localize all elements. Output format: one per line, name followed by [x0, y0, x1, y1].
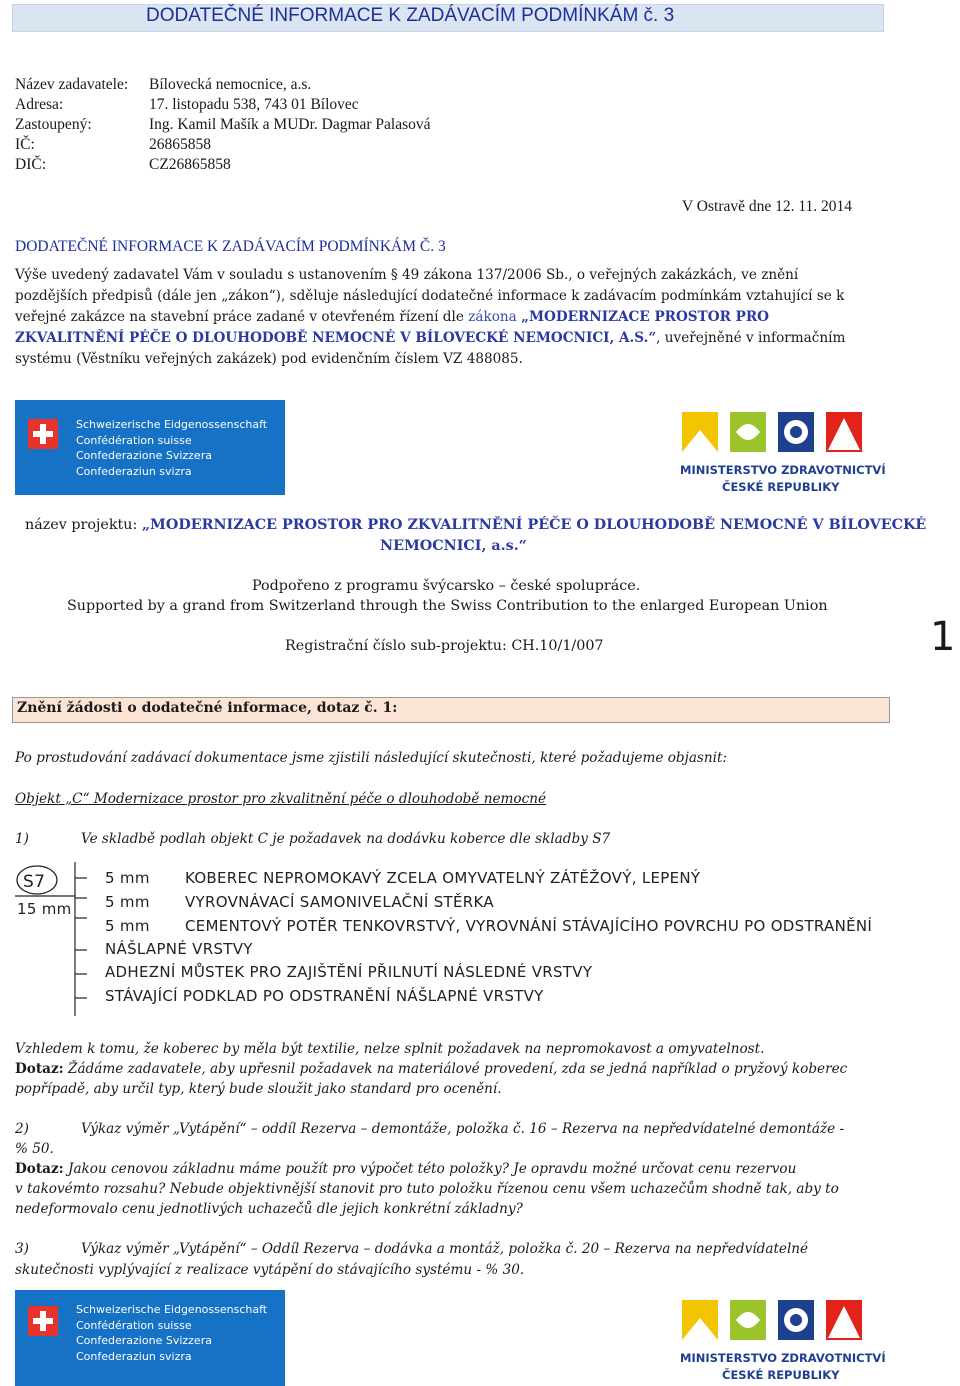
swiss-cross-icon: [28, 419, 58, 449]
item-2-number: 2): [15, 1121, 29, 1137]
represented-value: Ing. Kamil Mašík a MUDr. Dagmar Palasová: [149, 116, 431, 133]
item-2-text-2: % 50.: [15, 1141, 54, 1157]
item-1-number: 1): [15, 831, 29, 847]
swiss-line-1: Schweizerische Eidgenossenschaft: [76, 418, 268, 431]
change-box: [12, 697, 890, 723]
item-1-note: Vzhledem k tomu, že koberec by měla být textilie, nelze splnit požadavek na nepromokavost a omyvatelnost.: [15, 1041, 765, 1057]
swiss-footer-line-4: Confederaziun svizra: [76, 1349, 192, 1363]
s7-code: S7: [23, 872, 46, 892]
s7-layer-5: STÁVAJÍCÍ PODKLAD PO ODSTRANĚNÍ NÁŠLAPNÉ VRSTVY: [105, 987, 544, 1005]
registration-number: Registrační číslo sub-projektu: CH.10/1/007: [285, 638, 604, 654]
s7-layer-2-thickness: 5 mm: [105, 893, 150, 911]
subtitle: DODATEČNÉ INFORMACE K ZADÁVACÍM PODMÍNKÁM Č. 3: [15, 238, 446, 255]
intro-paragraph: Výše uvedený zadavatel Vám v souladu s ustanovením § 49 zákona 137/2006 Sb., o veřejných zakázkách, ve znění pozdějších předpisů (dále jen „zákon“), sděluje následující dodatečné informace k zadávacím podmínkám vztahující se k veřejné zakázce na stavební práce zadané v otevřeném řízení dle zákona „MODERNIZACE PROSTOR PRO ZKVALITNĚNÍ PÉČE O DLOUHODOBĚ NEMOCNÉ V BÍLOVECKÉ NEMOCNICI, A.S.“, uveřejněné v informačním systému (Věstníku veřejných zakázek) pod evidenčním číslem VZ 488085.: [15, 267, 846, 367]
name-label: Název zadavatele:: [15, 76, 129, 93]
item-2-question: Dotaz: Jakou cenovou základnu máme použít pro výpočet této položky? Je opravdu možné určovat cenu rezervou: [15, 1161, 797, 1177]
ministry-emblem-icon: [678, 410, 878, 458]
s7-layer-3b: NÁŠLAPNÉ VRSTVY: [105, 940, 253, 958]
item-2-question-3: nedeformovalo cenu jednotlivých uchazečů dle jejich konkrétní základny?: [15, 1201, 523, 1217]
item-2-text: Výkaz výměr „Vytápění“ – oddíl Rezerva – demontáže, položka č. 16 – Rezerva na nepředvídatelné demontáže -: [81, 1121, 845, 1137]
address-label: Adresa:: [15, 96, 64, 113]
swiss-logo: [15, 400, 285, 495]
s7-layer-1: KOBEREC NEPROMOKAVÝ ZCELA OMYVATELNÝ ZÁTĚŽOVÝ, LEPENÝ: [185, 869, 701, 887]
name-value: Bílovecká nemocnice, a.s.: [149, 76, 312, 93]
s7-layer-4: ADHEZNÍ MŮSTEK PRO ZAJIŠTĚNÍ PŘILNUTÍ NÁSLEDNÉ VRSTVY: [105, 963, 593, 981]
page-number: 1: [930, 614, 956, 660]
s7-total: 15 mm: [17, 900, 72, 918]
ministry-logo-footer: [678, 1298, 886, 1384]
item-3-text: Výkaz výměr „Vytápění“ – Oddíl Rezerva – dodávka a montáž, položka č. 20 – Rezerva na nepředvídatelné: [81, 1241, 809, 1257]
s7-layer-2: VYROVNÁVACÍ SAMONIVELAČNÍ STĚRKA: [185, 893, 494, 911]
ministry-emblem-footer-icon: [678, 1298, 878, 1346]
s7-drawing: [15, 858, 935, 1018]
ministry-logo: [678, 410, 886, 495]
item-1-question-2: popřípadě, aby určil typ, který bude sloužit jako standard pro ocenění.: [15, 1081, 502, 1097]
swiss-line-3: Confederazione Svizzera: [76, 449, 212, 462]
swiss-footer-line-3: Confederazione Svizzera: [76, 1334, 212, 1347]
item-1-text: Ve skladbě podlah objekt C je požadavek na dodávku koberce dle skladby S7: [81, 831, 611, 847]
ministry-line-1: MINISTERSTVO ZDRAVOTNICTVÍ: [680, 463, 886, 477]
item-1-question: Dotaz: Žádáme zadavatele, aby upřesnil požadavek na materiálové provedení, zda se jedná například o pryžový koberec: [15, 1061, 848, 1077]
ic-label: IČ:: [15, 136, 35, 153]
s7-layer-3: CEMENTOVÝ POTĚR TENKOVRSTVÝ, VYROVNÁNÍ STÁVAJÍCÍHO POVRCHU PO ODSTRANĚNÍ: [185, 917, 873, 935]
object-heading: Objekt „C“ Modernizace prostor pro zkvalitnění péče o dlouhodobě nemocné: [15, 791, 547, 807]
ic-value: 26865858: [149, 136, 211, 153]
support-cz: Podpořeno z programu švýcarsko – české spolupráce.: [252, 578, 641, 594]
s7-layer-1-thickness: 5 mm: [105, 869, 150, 887]
project-line-1: název projektu: „MODERNIZACE PROSTOR PRO ZKVALITNĚNÍ PÉČE O DLOUHODOBĚ NEMOCNÉ V BÍLOVECKÉ: [25, 517, 927, 533]
s7-layer-3-thickness: 5 mm: [105, 917, 150, 935]
ministry-line-2: ČESKÉ REPUBLIKY: [722, 480, 840, 494]
swiss-footer-line-1: Schweizerische Eidgenossenschaft: [76, 1303, 268, 1316]
swiss-footer-line-2: Confédération suisse: [76, 1318, 192, 1332]
item-3-number: 3): [15, 1241, 29, 1257]
ministry-footer-line-2: ČESKÉ REPUBLIKY: [722, 1368, 840, 1382]
swiss-line-4: Confederaziun svizra: [76, 464, 192, 478]
ministry-footer-line-1: MINISTERSTVO ZDRAVOTNICTVÍ: [680, 1351, 886, 1365]
dic-label: DIČ:: [15, 156, 46, 173]
change-box-label: Znění žádosti o dodatečné informace, dotaz č. 1:: [17, 700, 398, 716]
swiss-cross-footer-icon: [28, 1306, 58, 1336]
support-en: Supported by a grand from Switzerland through the Swiss Contribution to the enlarged European Union: [67, 598, 828, 614]
request-intro: Po prostudování zadávací dokumentace jsme zjistili následující skutečnosti, které požadujeme objasnit:: [15, 750, 728, 766]
date-line: V Ostravě dne 12. 11. 2014: [682, 198, 853, 215]
item-2-question-2: v takovémto rozsahu? Nebude objektivnější stanovit pro tuto položku řízenou cenu všem uchazečům shodně tak, aby to: [15, 1181, 839, 1197]
dic-value: CZ26865858: [149, 156, 231, 173]
project-line-2: NEMOCNICI, a.s.“: [380, 538, 527, 554]
item-3-text-2: skutečnosti vyplývající z realizace vytápění do stávajícího systému - % 30.: [15, 1262, 525, 1278]
swiss-line-2: Confédération suisse: [76, 433, 192, 447]
document-title: DODATEČNÉ INFORMACE K ZADÁVACÍM PODMÍNKÁM č. 3: [146, 5, 675, 26]
address-value: 17. listopadu 538, 743 01 Bílovec: [149, 96, 359, 113]
swiss-logo-footer: [15, 1290, 285, 1386]
represented-label: Zastoupený:: [15, 116, 92, 133]
